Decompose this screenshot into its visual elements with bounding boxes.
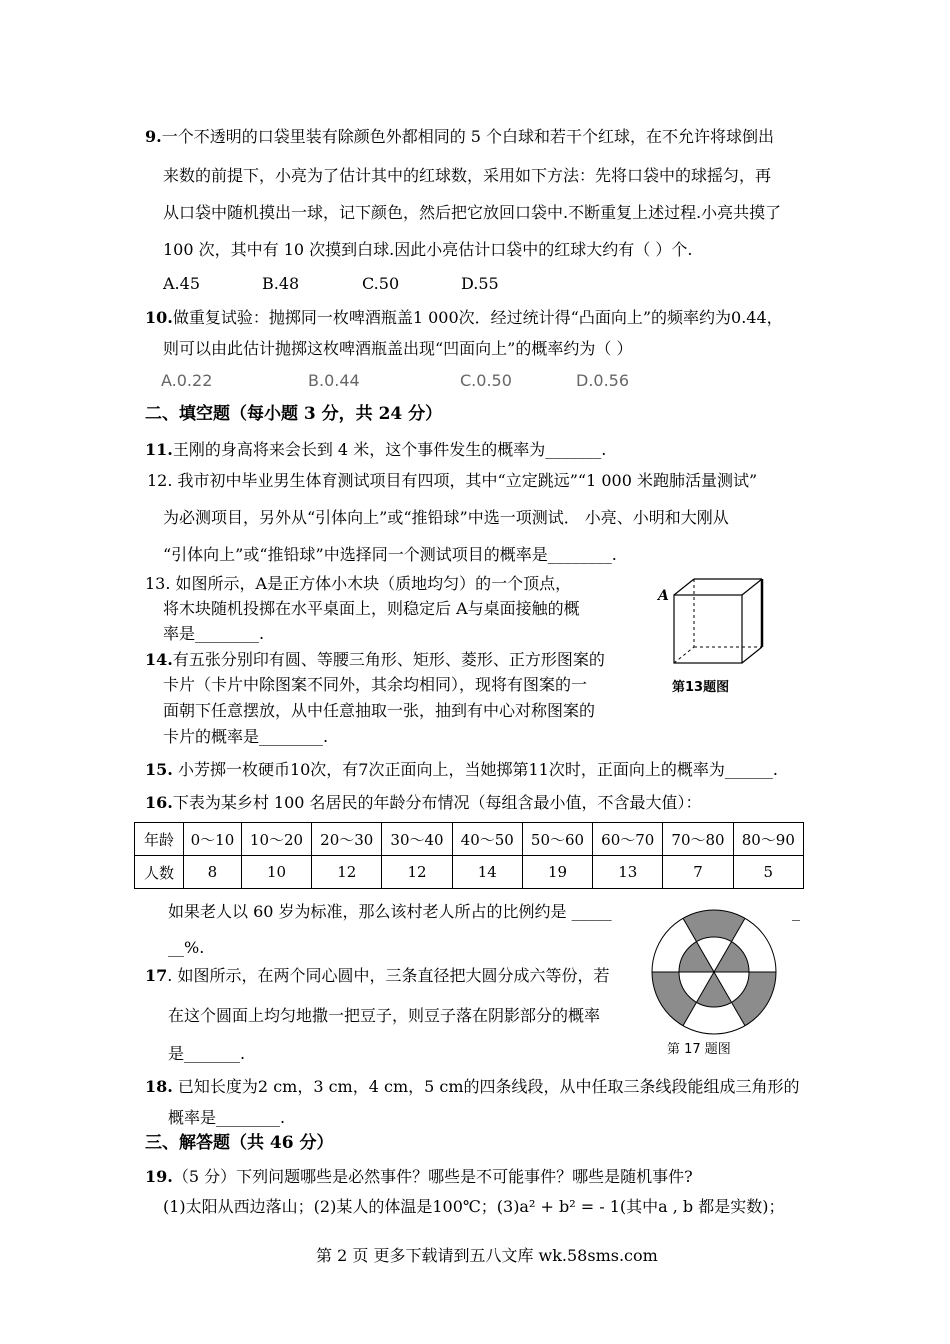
q14-line-1: 14.有五张分别印有圆、等腰三角形、矩形、菱形、正方形图案的 — [145, 650, 605, 669]
table-header-count: 人数 — [135, 856, 184, 889]
q13-line-3: 率是________. — [163, 624, 265, 643]
table-cell: 70～80 — [663, 823, 733, 856]
q17-line-2: 在这个圆面上均匀地撒一把豆子，则豆子落在阴影部分的概率 — [168, 1006, 601, 1025]
table-cell: 12 — [382, 856, 452, 889]
table-cell: 8 — [184, 856, 242, 889]
q19-line-2: (1)太阳从西边落山；(2)某人的体温是100℃；(3)a² + b² = - 1(其中a , b 都是实数)； — [163, 1197, 785, 1216]
q9-line-2: 来数的前提下，小亮为了估计其中的红球数，采用如下方法：先将口袋中的球摇匀，再 — [163, 166, 772, 185]
q9-line-4: 100 次，其中有 10 次摸到白球.因此小亮估计口袋中的红球大约有（ ）个. — [163, 240, 693, 259]
table-cell: 40～50 — [452, 823, 522, 856]
q9-line-3: 从口袋中随机摸出一球，记下颜色，然后把它放回口袋中.不断重复上述过程.小亮共摸了 — [163, 203, 782, 222]
q10-option-c: C.0.50 — [460, 371, 512, 390]
circles-figure-caption: 第 17 题图 — [667, 1042, 731, 1057]
q16-after-line-1: 如果老人以 60 岁为标准，那么该村老人所占的比例约是 _____ — [168, 902, 612, 921]
q11-line: 11.王刚的身高将来会长到 4 米，这个事件发生的概率为_______. — [145, 440, 607, 459]
q16-after-line-2: __%. — [168, 938, 205, 957]
q9-option-c: C.50 — [362, 274, 400, 293]
q15-line: 15. 小芳掷一枚硬币10次，有7次正面向上，当她掷第11次时，正面向上的概率为______. — [145, 760, 778, 779]
table-cell: 60～70 — [593, 823, 663, 856]
q10-option-a: A.0.22 — [161, 371, 213, 390]
table-cell: 7 — [663, 856, 733, 889]
q16-after-tail: _ — [792, 902, 800, 921]
table-cell: 80～90 — [733, 823, 803, 856]
q16-line: 16.下表为某乡村 100 名居民的年龄分布情况（每组含最小值，不含最大值）： — [145, 793, 702, 812]
section-2-heading: 二、填空题（每小题 3 分，共 24 分） — [145, 404, 443, 424]
q17-line-1: 17. 如图所示，在两个同心圆中，三条直径把大圆分成六等份，若 — [145, 966, 610, 985]
section-3-heading: 三、解答题（共 46 分） — [145, 1133, 334, 1153]
concentric-circles-figure — [646, 904, 782, 1040]
table-row-age — [135, 823, 804, 856]
cube-vertex-label: A — [658, 588, 669, 604]
table-cell: 10 — [241, 856, 311, 889]
table-cell: 13 — [593, 856, 663, 889]
page-footer: 第 2 页 更多下载请到五八文库 wk.58sms.com — [316, 1246, 658, 1265]
table-cell: 20～30 — [312, 823, 382, 856]
q9-option-b: B.48 — [262, 274, 300, 293]
table-cell: 19 — [522, 856, 592, 889]
q10-option-b: B.0.44 — [308, 371, 360, 390]
table-row-count — [135, 856, 804, 889]
cube-figure — [650, 576, 780, 668]
q12-line-1: 12. 我市初中毕业男生体育测试项目有四项，其中“立定跳远”“1 000 米跑肺活量测试” — [147, 471, 758, 490]
q9-option-d: D.55 — [461, 274, 499, 293]
q13-line-1: 13. 如图所示，A是正方体小木块（质地均匀）的一个顶点， — [145, 574, 572, 593]
cube-figure-caption: 第13题图 — [672, 680, 730, 695]
q12-line-2: 为必测项目，另外从“引体向上”或“推铅球”中选一项测试． 小亮、小明和大刚从 — [163, 508, 729, 527]
q9-option-a: A.45 — [163, 274, 200, 293]
table-cell: 0～10 — [184, 823, 242, 856]
q19-line-1: 19.（5 分）下列问题哪些是必然事件？哪些是不可能事件？哪些是随机事件? — [145, 1167, 693, 1186]
age-distribution-table — [134, 822, 804, 889]
table-cell: 14 — [452, 856, 522, 889]
q10-option-d: D.0.56 — [576, 371, 630, 390]
table-cell: 12 — [312, 856, 382, 889]
table-cell: 10～20 — [241, 823, 311, 856]
q14-line-2: 卡片（卡片中除图案不同外，其余均相同），现将有图案的一 — [163, 675, 588, 694]
q18-line-1: 18. 已知长度为2 cm，3 cm，4 cm，5 cm的四条线段，从中任取三条线段能组成三角形的 — [145, 1077, 800, 1096]
table-header-age: 年龄 — [135, 823, 184, 856]
q10-line-1: 10.做重复试验：抛掷同一枚啤酒瓶盖1 000次．经过统计得“凸面向上”的频率约为0.44， — [145, 308, 783, 327]
q14-line-3: 面朝下任意摆放，从中任意抽取一张，抽到有中心对称图案的 — [163, 701, 596, 720]
table-cell: 30～40 — [382, 823, 452, 856]
q10-line-2: 则可以由此估计抛掷这枚啤酒瓶盖出现“凹面向上”的概率约为（ ） — [163, 339, 633, 358]
q12-line-3: “引体向上”或“推铅球”中选择同一个测试项目的概率是________. — [163, 545, 617, 564]
q18-line-2: 概率是________. — [168, 1108, 286, 1127]
table-cell: 5 — [733, 856, 803, 889]
q13-line-2: 将木块随机投掷在水平桌面上，则稳定后 A与桌面接触的概 — [163, 599, 580, 618]
table-cell: 50～60 — [522, 823, 592, 856]
q9-line-1: 9.一个不透明的口袋里装有除颜色外都相同的 5 个白球和若干个红球，在不允许将球倒出 — [145, 127, 775, 146]
q14-line-4: 卡片的概率是________. — [163, 727, 329, 746]
q17-line-3: 是_______. — [168, 1044, 246, 1063]
